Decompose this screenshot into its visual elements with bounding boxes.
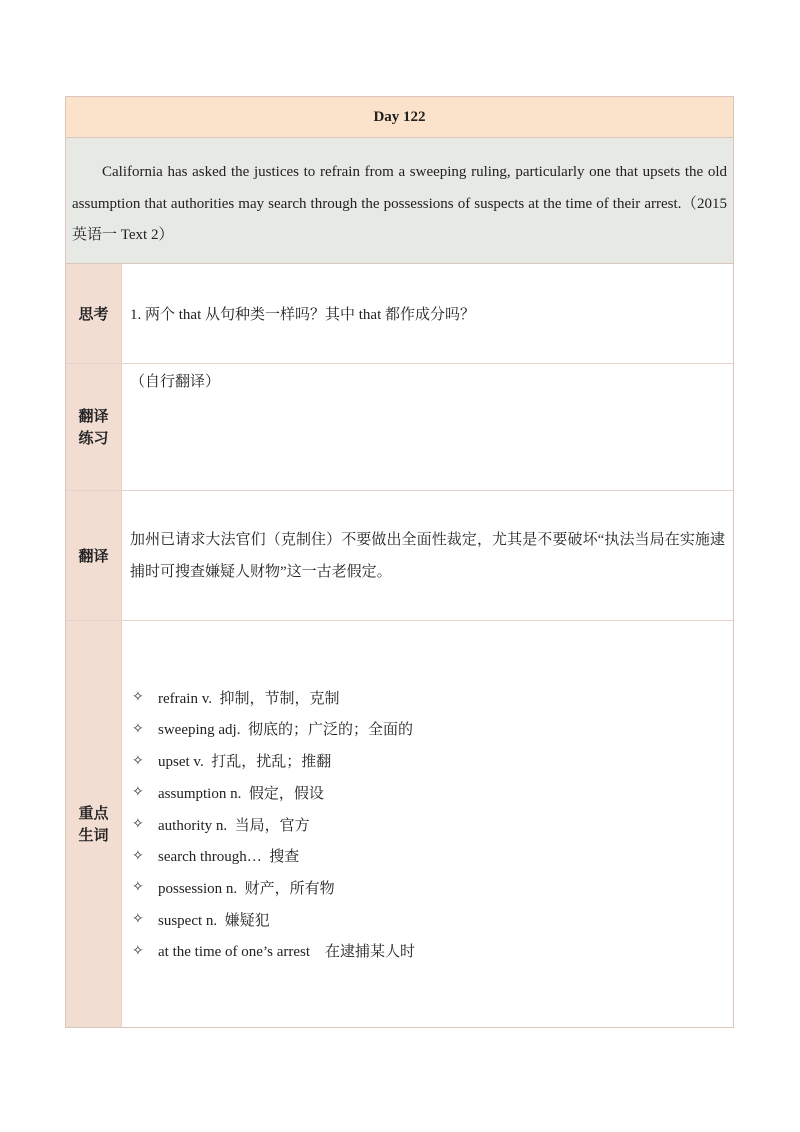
translation-practice-note: （自行翻译） xyxy=(130,374,221,390)
day-title: Day 122 xyxy=(66,97,733,138)
vocab-item: ✧ possession n. 财产，所有物 xyxy=(132,879,335,897)
study-card-table xyxy=(65,96,734,1028)
think-question: 1. 两个 that 从句种类一样吗？其中 that 都作成分吗？ xyxy=(130,307,475,323)
translation-label: 翻译 xyxy=(66,491,122,620)
think-row xyxy=(66,264,733,364)
white-star-bullet-icon: ✧ xyxy=(132,720,144,737)
white-star-bullet-icon: ✧ xyxy=(132,847,144,864)
vocab-item: ✧ upset v. 打乱，扰乱；推翻 xyxy=(132,752,332,771)
translation-row xyxy=(66,491,733,621)
translation-practice-row xyxy=(66,364,733,491)
passage-text: California has asked the justices to refrain from a sweeping ruling, particularly one that upsets the old assumption that authorities may search through the possessions of suspects at the time of their arrest.（2015 英语一 Text 2） xyxy=(66,138,733,264)
vocab-item: ✧ at the time of one’s arrest 在逮捕某人时 xyxy=(132,942,416,961)
vocab-item: ✧ refrain v. 抑制，节制，克制 xyxy=(132,689,340,707)
vocabulary-label: 重点生词 xyxy=(66,621,122,1027)
white-star-bullet-icon: ✧ xyxy=(132,911,144,928)
vocabulary-list xyxy=(132,681,725,966)
vocabulary-content xyxy=(122,621,733,1027)
vocab-item: ✧ assumption n. 假定，假设 xyxy=(132,784,324,802)
vocab-item: ✧ sweeping adj. 彻底的；广泛的；全面的 xyxy=(132,720,413,739)
white-star-bullet-icon: ✧ xyxy=(132,942,144,959)
think-label: 思考 xyxy=(66,264,122,363)
vocab-item: ✧ authority n. 当局，官方 xyxy=(132,816,310,834)
translation-text: 加州已请求大法官们（克制住）不要做出全面性裁定，尤其是不要破坏“执法当局在实施逮捕时可搜查嫌疑人财物”这一古老假定。 xyxy=(130,532,725,580)
vocabulary-row xyxy=(66,621,733,1027)
vocab-item: ✧ suspect n. 嫌疑犯 xyxy=(132,911,270,929)
white-star-bullet-icon: ✧ xyxy=(132,816,144,832)
white-star-bullet-icon: ✧ xyxy=(132,784,144,801)
white-star-bullet-icon: ✧ xyxy=(132,689,144,706)
white-star-bullet-icon: ✧ xyxy=(132,752,144,769)
translation-practice-label: 翻译练习 xyxy=(66,364,122,490)
white-star-bullet-icon: ✧ xyxy=(132,879,144,896)
vocab-item: ✧ search through… 搜查 xyxy=(132,847,300,866)
